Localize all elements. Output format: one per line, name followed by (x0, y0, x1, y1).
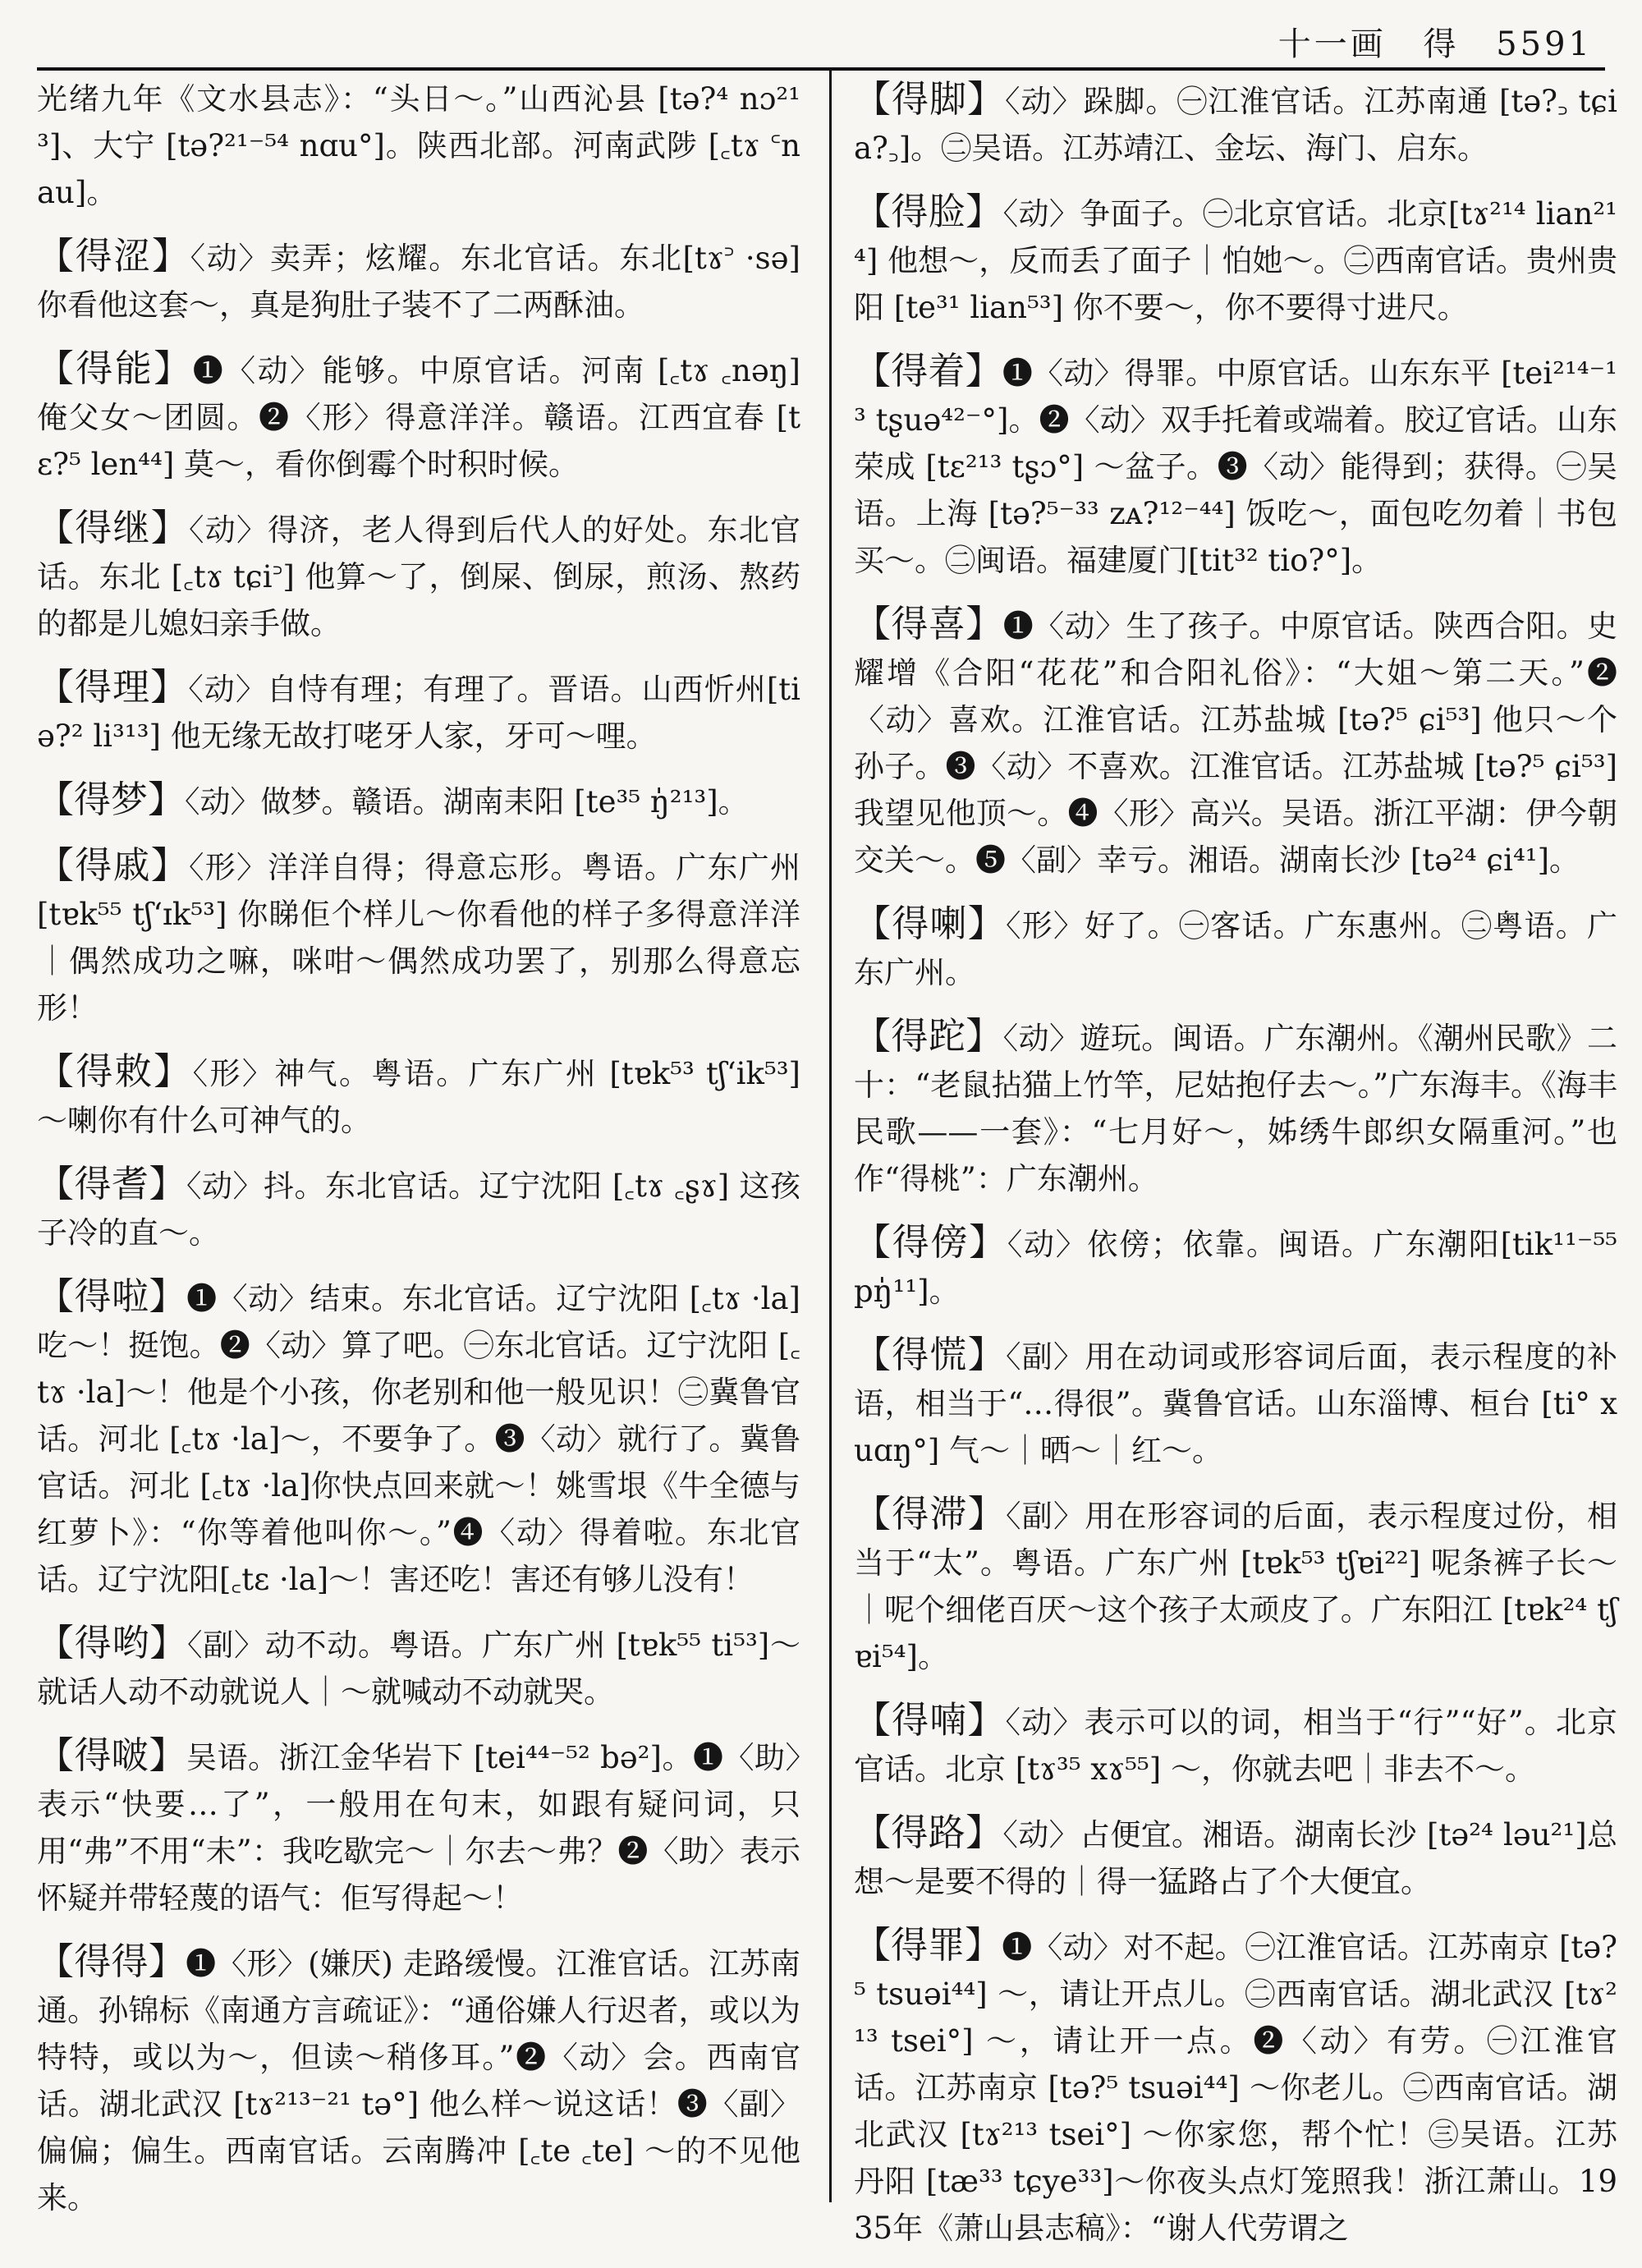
entry-deqi (37, 842, 800, 1031)
entry-detuo (854, 1012, 1617, 1202)
entry-dede (37, 1938, 800, 2221)
entry-body: ❶〈形〉(嫌厌) 走路缓慢。江淮官话。江苏南通。孙锦标《南通方言疏证》：“通俗嫌人行迟者，或以为特特，或以为～，但读～稍侈耳。”❷〈动〉会。西南官话。湖北武汉 [tɤ²¹³⁻²¹ tə°] 他么样～说这话！❸〈副〉偏偏；偏生。西南官话。云南腾冲 [꜀te ꜀te] ～的不见他来。 (37, 1946, 800, 2215)
entry-deji (37, 504, 800, 647)
header-character: 得 (1423, 25, 1460, 63)
entry-headword: 【得路】 (854, 1811, 1003, 1854)
entry-headword: 【得能】 (37, 347, 193, 390)
entry-headword: 【得耆】 (37, 1162, 187, 1205)
entry-body: 〈动〉占便宜。湘语。湖南长沙 [tə²⁴ ləu²¹]总想～是要不得的｜得一猛路占了个大便宜。 (854, 1817, 1617, 1899)
entry-dela (37, 1273, 800, 1603)
entry-dezhao (854, 347, 1617, 584)
section-label: 十一画 (1277, 25, 1387, 63)
entry-body: 〈动〉表示可以的词，相当于“行”“好”。北京官话。北京 [tɤ³⁵ xɤ⁵⁵] ～，你就去吧｜非去不～。 (854, 1705, 1617, 1787)
page-header (1255, 18, 1593, 65)
entry-delu (854, 1809, 1617, 1905)
entry-headword: 【得喜】 (854, 602, 1003, 645)
entry-debo (37, 1732, 800, 1921)
entry-deshi (37, 1160, 800, 1256)
right-column (854, 76, 1617, 2268)
entry-headword: 【得戚】 (37, 843, 189, 887)
entry-headword: 【得罪】 (854, 1923, 1002, 1967)
entry-body: 光绪九年《文水县志》：“头日～。”山西沁县 [tə?⁴ nɔ²¹³]、大宁 [tə?²¹⁻⁵⁴ nɑu°]。陕西北部。河南武陟 [꜀tɤ ꜂nau]。 (37, 81, 800, 210)
entry-body: ❶〈动〉能够。中原官话。河南 [꜀tɤ ꜀nəŋ] 俺父女～团圆。❷〈形〉得意洋洋。赣语。江西宜春 [tɛ?⁵ len⁴⁴] 莫～，看你倒霉个时积时候。 (37, 353, 800, 482)
entry-headword: 【得滞】 (854, 1492, 1006, 1536)
entry-body: ❶〈动〉对不起。㊀江淮官话。江苏南京 [tə?⁵ tsuəi⁴⁴] ～，请让开点儿。㊁西南官话。湖北武汉 [tɤ²¹³ tsei°] ～，请让开一点。❷〈动〉有劳。㊀江淮官话。江苏南京 [tə?⁵ tsuəi⁴⁴] ～你老儿。㊁西南官话。湖北武汉 [tɤ²¹³ tsei°] ～你家您，帮个忙！㊂吴语。江苏丹阳 [tæ³³ tɕye³³]～你夜头点灯笼照我！浙江萧山。1935年《萧山县志稿》：“谢人代劳谓之 (854, 1930, 1617, 2246)
entry-headword: 【得啵】 (37, 1733, 187, 1777)
entry-dexi (854, 600, 1617, 884)
entry-body: 〈动〉做梦。赣语。湖南耒阳 [te³⁵ ŋ̍²¹³]。 (185, 784, 749, 820)
entry-dezui (854, 1921, 1617, 2252)
entry-headword: 【得敕】 (37, 1049, 193, 1093)
entry-body: 〈动〉遊玩。闽语。广东潮州。《潮州民歌》二十：“老鼠拈猫上竹竿，尼姑抱仔去～。”广东海丰。《海丰民歌——一套》：“七月好～，姊绣牛郎织女隔重河。”也作“得桃”：广东潮州。 (854, 1021, 1617, 1196)
entry-body: 〈动〉自恃有理；有理了。晋语。山西忻州[tiə?² li³¹³] 他无缘无故打咾牙人家，牙可～哩。 (37, 672, 800, 754)
entry-dezhi (854, 1490, 1617, 1680)
top-rule (37, 67, 1605, 71)
entry-body: 〈动〉跺脚。㊀江淮官话。江苏南通 [tə?꜆ tɕia?꜆]。㊁吴语。江苏靖江、金坛、海门、启东。 (854, 84, 1617, 166)
entry-headword: 【得傍】 (854, 1220, 1007, 1264)
entry-headword: 【得跎】 (854, 1014, 1003, 1058)
entry-headword: 【得梦】 (37, 778, 186, 821)
entry-headword: 【得喇】 (854, 902, 1006, 945)
entry-headword: 【得理】 (37, 665, 189, 709)
entry-continuation (37, 76, 800, 216)
entry-dehuang (854, 1331, 1617, 1474)
entry-dehe (854, 1696, 1617, 1793)
entry-dechi (37, 1048, 800, 1144)
entry-headword: 【得喃】 (854, 1698, 1006, 1742)
entry-body: 〈形〉洋洋自得；得意忘形。粤语。广东广州 [tɐk⁵⁵ tʃʻɪk⁵³] 你睇佢个样儿～你看他的样子多得意洋洋｜偶然成功之嘛，咪咁～偶然成功罢了，别那么得意忘形！ (37, 850, 800, 1026)
entry-headword: 【得得】 (37, 1940, 186, 1983)
entry-body: ❶〈动〉生了孩子。中原官话。陕西合阳。史耀增《合阳“花花”和合阳礼俗》：“大姐～第二天。”❷〈动〉喜欢。江淮官话。江苏盐城 [tə?⁵ ɕi⁵³] 他只～个孙子。❸〈动〉不喜欢。江淮官话。江苏盐城 [tə?⁵ ɕi⁵³] 我望见他顶～。❹〈形〉高兴。吴语。浙江平湖：伊今朝交关～。❺〈副〉幸亏。湘语。湖南长沙 [tə²⁴ ɕi⁴¹]。 (854, 608, 1617, 878)
entry-debang (854, 1219, 1617, 1315)
entry-demeng (37, 776, 800, 825)
entry-dejiao (854, 76, 1617, 172)
entry-body: 〈副〉动不动。粤语。广东广州 [tɐk⁵⁵ ti⁵³]～就话人动不动就说人｜～就喊动不动就哭。 (37, 1628, 800, 1710)
entry-headword: 【得着】 (854, 349, 1002, 393)
entry-body: 〈动〉得济，老人得到后代人的好处。东北官话。东北 [꜀tɤ tɕi꜄] 他算～了，倒屎、倒尿，煎汤、熬药的都是儿媳妇亲手做。 (37, 512, 800, 641)
entry-body: 〈副〉用在动词或形容词后面，表示程度的补语，相当于“…得很”。冀鲁官话。山东淄博、桓台 [ti° xuɑŋ°] 气～｜晒～｜红～。 (854, 1339, 1617, 1468)
entry-body: 〈动〉抖。东北官话。辽宁沈阳 [꜀tɤ ꜀ʂɤ] 这孩子冷的直～。 (37, 1168, 800, 1251)
entry-body: 〈动〉依傍；依靠。闽语。广东潮阳[tik¹¹⁻⁵⁵ pŋ̍¹¹]。 (854, 1227, 1617, 1309)
entry-headword: 【得继】 (37, 506, 189, 549)
entry-headword: 【得涩】 (37, 234, 190, 278)
entry-deli (37, 663, 800, 760)
entry-headword: 【得脚】 (854, 77, 1005, 121)
column-divider (829, 67, 832, 2202)
entry-body: ❶〈动〉得罪。中原官话。山东东平 [tei²¹⁴⁻¹³ tʂuə⁴²⁻°]。❷〈动〉双手托着或端着。胶辽官话。山东荣成 [tɛ²¹³ tʂɔ°] ～盆子。❸〈动〉能得到；获得。㊀吴语。上海 [tə?⁵⁻³³ zᴀ?¹²⁻⁴⁴] 饭吃～，面包吃勿着｜书包买～。㊁闽语。福建厦门[tit³² tio?°]。 (854, 356, 1617, 578)
entry-body: 〈副〉用在形容词的后面，表示程度过份，相当于“太”。粤语。广东广州 [tɐk⁵³ tʃɐi²²] 呢条裤子长～｜呢个细佬百厌～这个孩子太顽皮了。广东阳江 [tɐk²⁴ tʃɐi⁵⁴]。 (854, 1499, 1617, 1674)
entry-body: 〈动〉卖弄；炫耀。东北官话。东北[tɤ꜄ ·sə] 你看他这套～，真是狗肚子装不了二两酥油。 (37, 241, 800, 323)
entry-body: 〈形〉神气。粤语。广东广州 [tɐk⁵³ tʃʻik⁵³] ～喇你有什么可神气的。 (37, 1056, 800, 1138)
entry-deshe (37, 232, 800, 328)
entry-headword: 【得脸】 (854, 190, 1003, 233)
entry-headword: 【得哟】 (37, 1621, 187, 1664)
entry-dela2 (854, 900, 1617, 996)
entry-body: 〈动〉争面子。㊀北京官话。北京[tɤ²¹⁴ lian²¹⁴] 他想～，反而丢了面子｜怕她～。㊁西南官话。贵州贵阳 [te³¹ lian⁵³] 你不要～，你不要得寸进尺。 (854, 196, 1617, 325)
entry-headword: 【得啦】 (37, 1274, 187, 1318)
entry-body: 吴语。浙江金华岩下 [tei⁴⁴⁻⁵² bə²]。❶〈助〉表示“快要…了”，一般用在句末，如跟有疑问词，只用“弗”不用“未”：我吃歇完～｜尔去～弗？❷〈助〉表示怀疑并带轻蔑的语气：佢写得起～！ (37, 1740, 800, 1916)
entry-deneng (37, 345, 800, 488)
entry-delian (854, 188, 1617, 331)
entry-headword: 【得慌】 (854, 1333, 1006, 1376)
entry-dedi (37, 1619, 800, 1715)
page-number: 5591 (1496, 25, 1593, 63)
entry-body: ❶〈动〉结束。东北官话。辽宁沈阳 [꜀tɤ ·la] 吃～！挺饱。❷〈动〉算了吧。㊀东北官话。辽宁沈阳 [꜀tɤ ·la]～！他是个小孩，你老别和他一般见识！㊁冀鲁官话。河北 [꜀tɤ ·la]～，不要争了。❸〈动〉就行了。冀鲁官话。河北 [꜀tɤ ·la]你快点回来就～！姚雪垠《牛全德与红萝卜》：“你等着他叫你～。”❹〈动〉得着啦。东北官话。辽宁沈阳[꜀tɛ ·la]～！害还吃！害还有够儿没有！ (37, 1281, 800, 1597)
entry-body: 〈形〉好了。㊀客话。广东惠州。㊁粤语。广东广州。 (854, 908, 1617, 990)
left-column (37, 76, 800, 2238)
